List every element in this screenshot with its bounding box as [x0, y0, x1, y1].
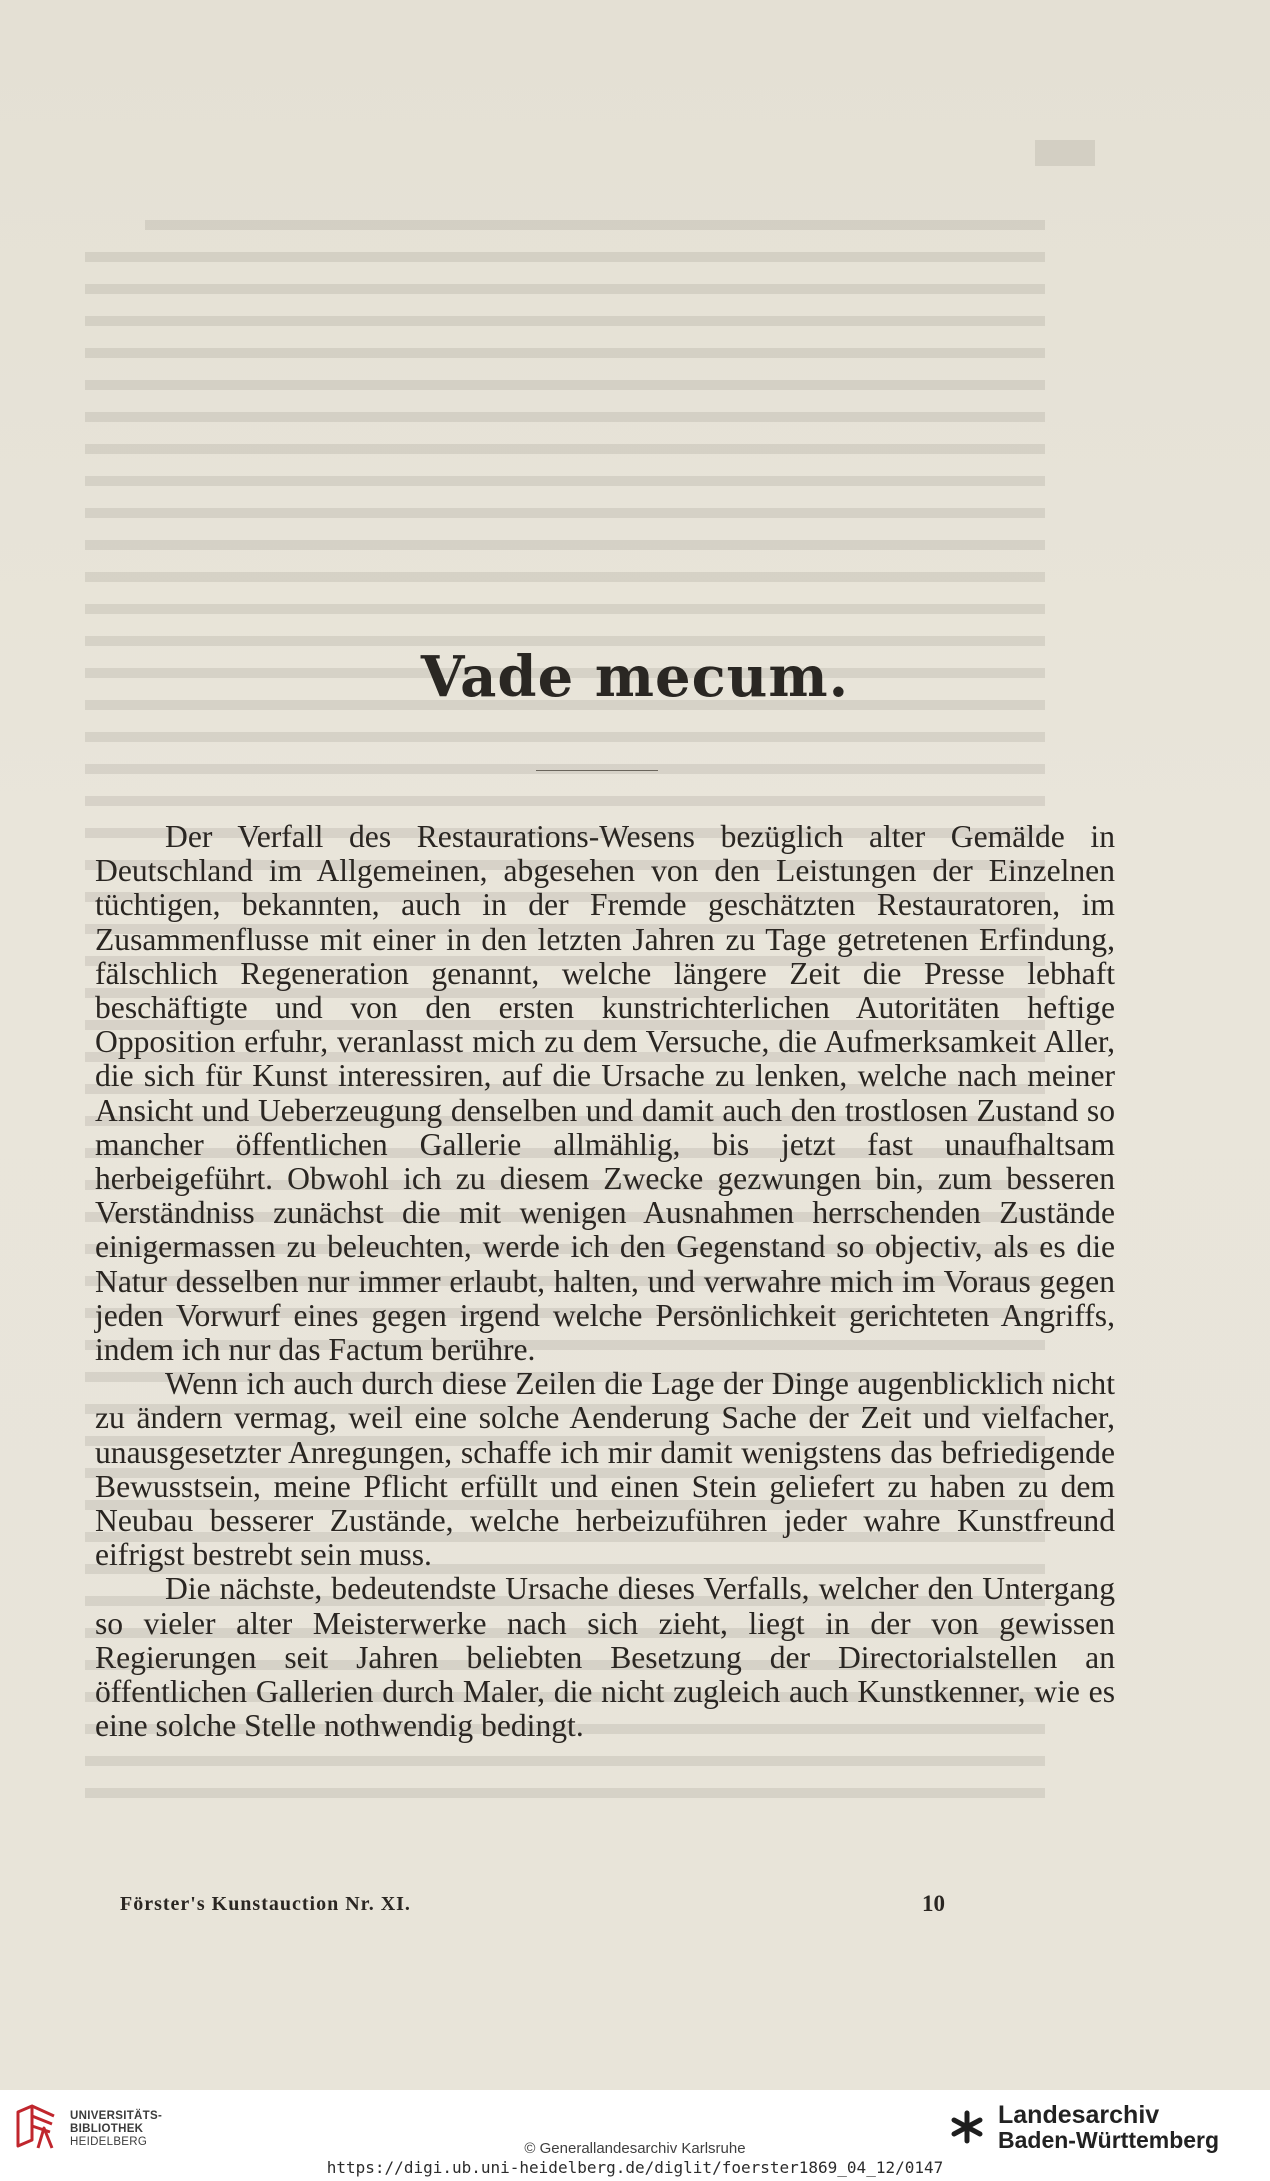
archive-name: [998, 2102, 1219, 2153]
viewer-footer: [0, 2090, 1270, 2181]
paragraph-3: Die nächste, bedeutendste Ursache dieses Verfalls, welcher den Untergang so vieler alter Meisterwerke nach sich zieht, liegt in der von gewissen Regierungen seit Jahren beliebten Besetzung der Directorialstellen an öffentlichen Gallerien durch Maler, die nicht zugleich auch Kunstkenner, wie es eine solche Stelle nothwendig bedingt.: [95, 1571, 1115, 1744]
printer-signature: Förster's Kunstauction Nr. XI.: [120, 1893, 411, 1915]
copyright-notice: © Generallandesarchiv Karlsruhe: [524, 2140, 746, 2157]
body-text: [95, 820, 1115, 1743]
landesarchiv-asterisk-icon: [950, 2110, 984, 2144]
archive-name-line-2: Baden-Württemberg: [998, 2127, 1220, 2153]
uni-name-line-1: UNIVERSITÄTS-: [70, 2110, 163, 2122]
page-number: 10: [922, 1891, 945, 1916]
paragraph-1: Der Verfall des Restaurations-Wesens bezüglich alter Gemälde in Deutschland im Allgemeinen, abgesehen von den Leistungen der Einzelnen tüchtigen, bekannten, auch in der Fremde geschätzten Restauratoren, im Zusammenflusse mit einer in den letzten Jahren zu Tage getretenen Erfindung, fälschlich Regeneration genannt, welche längere Zeit die Presse lebhaft beschäftigte und von den ersten kunstrichterlichen Autoritäten heftige Opposition erfuhr, veranlasst mich zu dem Versuche, die Aufmerksamkeit Aller, die sich für Kunst interessiren, auf die Ursache zu lenken, welche nach meiner Ansicht und Ueberzeugung denselben und damit auch den trostlosen Zustand so mancher öffentlichen Gallerie allmählig, bis jetzt fast unaufhaltsam herbeigeführt. Obwohl ich zu diesem Zwecke gezwungen bin, zum besseren Verständniss zunächst die mit wenigen Ausnahmen herrschenden Zustände einigermassen zu beleuchten, werde ich den Gegenstand so objectiv, als es die Natur desselben nur immer erlaubt, halten, und verwahre mich im Voraus gegen jeden Vorwurf eines gegen irgend welche Persönlichkeit gerichteten Angriffs, indem ich nur das Factum berühre.: [95, 819, 1115, 1368]
permalink-url[interactable]: https://digi.ub.uni-heidelberg.de/diglit/foerster1869_04_12/0147: [326, 2158, 944, 2177]
archive-name-line-1: Landesarchiv: [998, 2101, 1160, 2129]
uni-name-line-3: HEIDELBERG: [70, 2136, 148, 2148]
page-title: Vade mecum.: [420, 644, 850, 710]
title-divider: [536, 770, 658, 771]
uni-name-line-2: BIBLIOTHEK: [70, 2123, 144, 2135]
paragraph-2: Wenn ich auch durch diese Zeilen die Lage der Dinge augenblicklich nicht zu ändern vermag, weil eine solche Aenderung Sache der Zeit und vielfacher, unausgesetzter Anregungen, schaffe ich mir damit wenigstens das befriedigende Bewusstsein, meine Pflicht erfüllt und einen Stein geliefert zu haben zu dem Neubau besserer Zustände, welche herbeizuführen jeder wahre Kunstfreund eifrigst bestrebt sein muss.: [95, 1366, 1115, 1573]
